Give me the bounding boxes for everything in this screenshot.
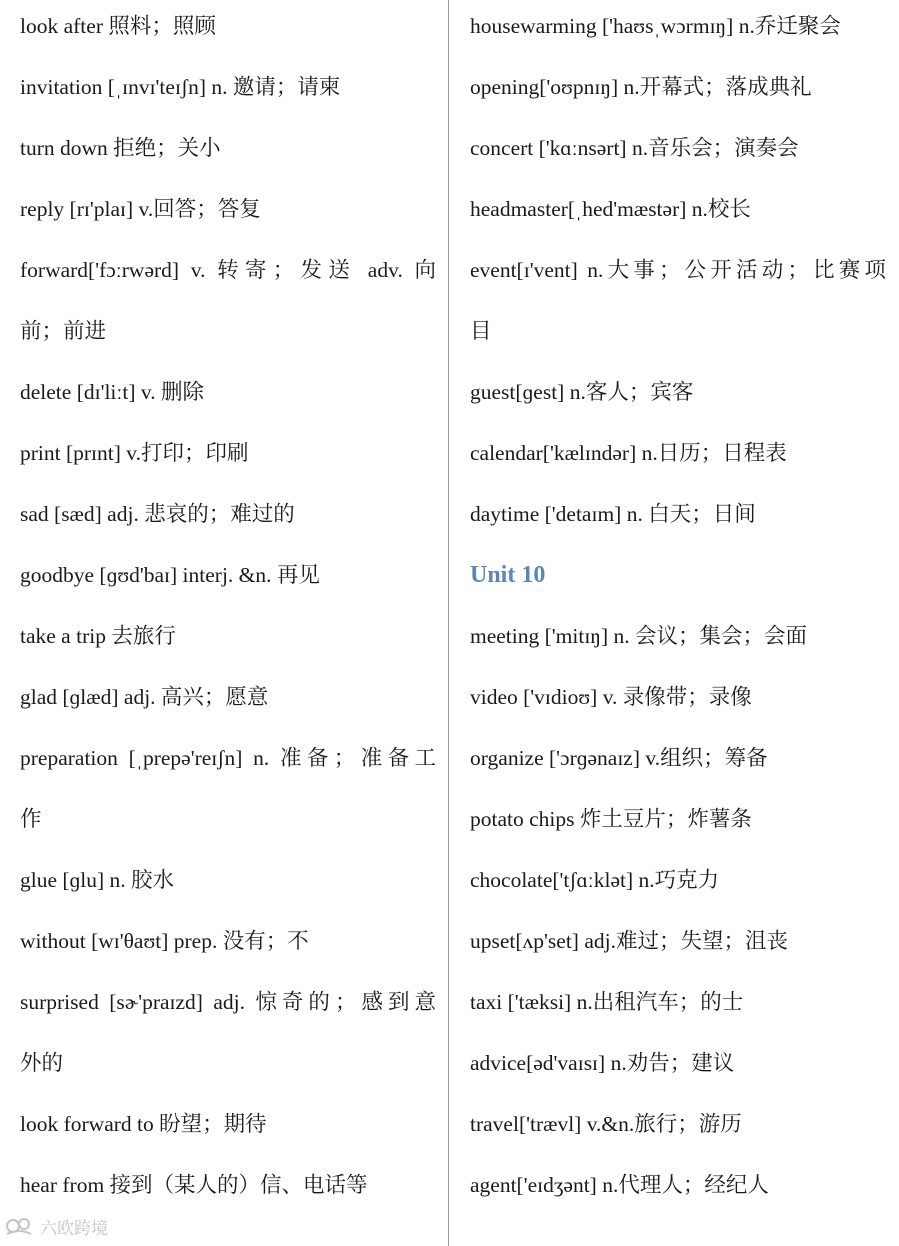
vocab-line: hear from 接到（某人的）信、电话等 <box>20 1173 368 1197</box>
vocab-line-continuation: 目 <box>470 319 492 343</box>
vocab-line: look forward to 盼望；期待 <box>20 1112 267 1136</box>
vocab-line: taxi ['tæksi] n.出租汽车；的士 <box>470 990 744 1014</box>
watermark-text: 六欧跨境 <box>40 1218 108 1239</box>
vocab-line: goodbye [ɡʊd'baɪ] interj. &n. 再见 <box>20 563 320 587</box>
vocab-line: take a trip 去旅行 <box>20 624 176 648</box>
vocab-line: daytime ['detaɪm] n. 白天；日间 <box>470 502 756 526</box>
vocab-line: reply [rɪ'plaɪ] v.回答；答复 <box>20 197 261 221</box>
logo-icon <box>4 1215 34 1237</box>
vocab-line: opening['oʊpnɪŋ] n.开幕式；落成典礼 <box>470 75 812 99</box>
vocab-line: look after 照料；照顾 <box>20 14 216 38</box>
vocab-line: calendar['kælɪndər] n.日历；日程表 <box>470 441 787 465</box>
vocab-line: invitation [ˌɪnvɪ'teɪʃn] n. 邀请；请柬 <box>20 75 341 99</box>
right-column <box>470 0 886 1220</box>
vocab-line: advice[əd'vaɪsɪ] n.劝告；建议 <box>470 1051 735 1075</box>
vocab-line-continuation: 作 <box>20 807 42 831</box>
vocab-line: print [prɪnt] v.打印；印刷 <box>20 441 249 465</box>
vocab-line: surprised [sɚ'praɪzd] adj. 惊奇的；感到意 <box>20 990 436 1014</box>
vocab-line: sad [sæd] adj. 悲哀的；难过的 <box>20 502 295 526</box>
vocab-line: meeting ['mitɪŋ] n. 会议；集会；会面 <box>470 624 807 648</box>
vocab-line: organize ['ɔrɡənaɪz] v.组织；筹备 <box>470 746 768 770</box>
vocab-line: chocolate['tʃɑːklət] n.巧克力 <box>470 868 720 892</box>
vocab-line: agent['eɪdʒənt] n.代理人；经纪人 <box>470 1173 769 1197</box>
vocab-line: glue [ɡlu] n. 胶水 <box>20 868 175 892</box>
vocab-line: glad [ɡlæd] adj. 高兴；愿意 <box>20 685 269 709</box>
vocab-line: without [wɪ'θaʊt] prep. 没有；不 <box>20 929 309 953</box>
vocab-line: forward['fɔːrwərd] v. 转寄；发送 adv. 向 <box>20 258 436 282</box>
vocab-line: event[ɪ'vent] n.大事；公开活动；比赛项 <box>470 258 886 282</box>
vocab-line: housewarming ['haʊsˌwɔrmɪŋ] n.乔迁聚会 <box>470 14 841 38</box>
vocab-line: turn down 拒绝；关小 <box>20 136 221 160</box>
vocab-line-continuation: 外的 <box>20 1051 64 1075</box>
vocab-line: headmaster[ˌhed'mæstər] n.校长 <box>470 197 751 221</box>
left-column <box>20 0 436 1220</box>
watermark <box>4 1212 108 1240</box>
vocab-line: guest[ɡest] n.客人；宾客 <box>470 380 694 404</box>
vocab-line-continuation: 前；前进 <box>20 319 107 343</box>
column-divider <box>448 0 449 1246</box>
vocab-line: preparation [ˌprepə'reɪʃn] n. 准备；准备工 <box>20 746 436 770</box>
vocab-line: upset[ʌp'set] adj.难过；失望；沮丧 <box>470 929 788 953</box>
vocab-line: potato chips 炸土豆片；炸薯条 <box>470 807 752 831</box>
vocab-line: concert ['kɑːnsərt] n.音乐会；演奏会 <box>470 136 799 160</box>
unit-heading: Unit 10 <box>470 562 546 588</box>
vocab-line: delete [dɪ'liːt] v. 删除 <box>20 380 204 404</box>
vocab-line: travel['trævl] v.&n.旅行；游历 <box>470 1112 742 1136</box>
vocab-line: video ['vɪdioʊ] v. 录像带；录像 <box>470 685 752 709</box>
